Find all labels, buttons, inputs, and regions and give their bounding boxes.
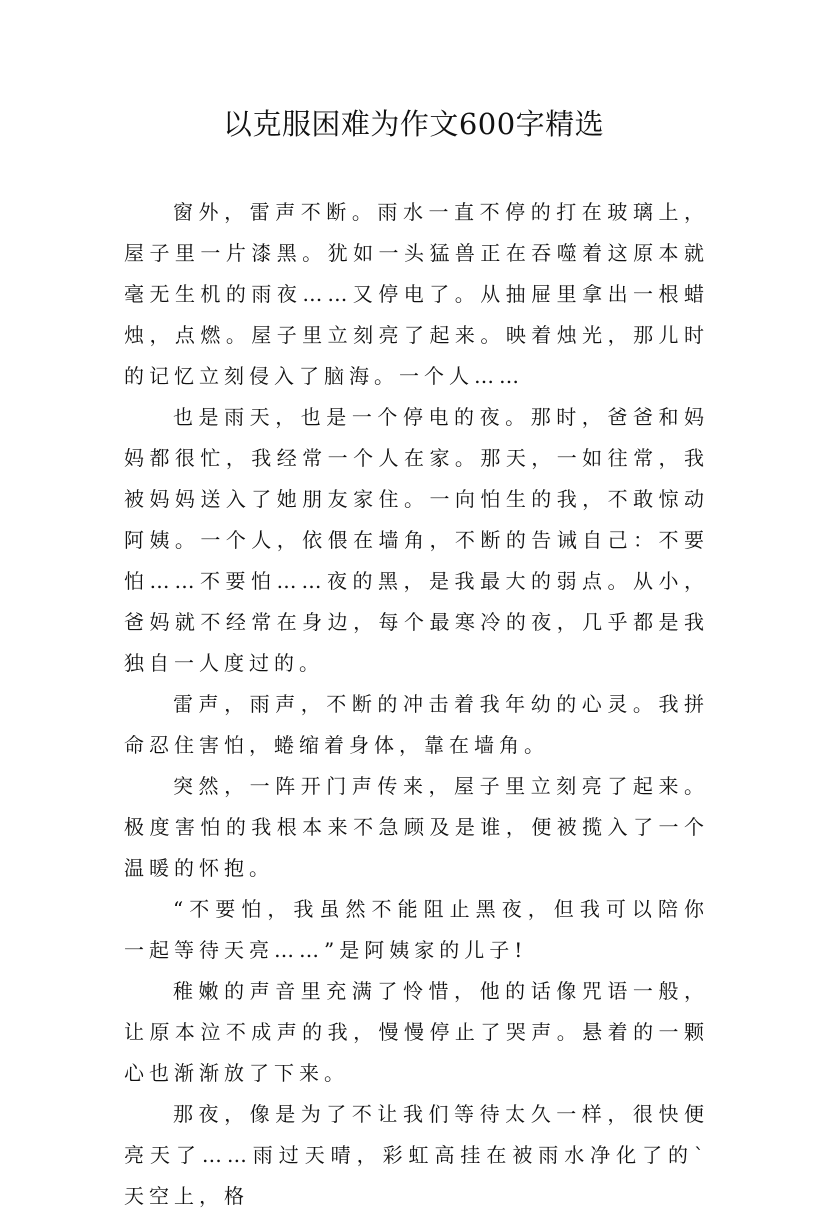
paragraph-2: 也是雨天，也是一个停电的夜。那时，爸爸和妈妈都很忙，我经常一个人在家。那天，一如往常，我被妈妈送入了她朋友家住。一向怕生的我，不敢惊动阿姨。一个人，依偎在墙角，不断的告诫自己：不要怕……不要怕……夜的黑，是我最大的弱点。从小，爸妈就不经常在身边，每个最寒冷的夜，几乎都是我独自一人度过的。: [124, 405, 709, 675]
paragraph-4: 突然，一阵开门声传来，屋子里立刻亮了起来。极度害怕的我根本来不急顾及是谁，便被揽入了一个温暖的怀抱。: [124, 774, 709, 880]
paragraph-1: 窗外，雷声不断。雨水一直不停的打在玻璃上，屋子里一片漆黑。犹如一头猛兽正在吞噬着这原本就毫无生机的雨夜……又停电了。从抽屉里拿出一根蜡烛，点燃。屋子里立刻亮了起来。映着烛光，那儿时的记忆立刻侵入了脑海。一个人……: [124, 200, 709, 388]
paragraph-7: 那夜，像是为了不让我们等待太久一样，很快便亮天了……雨过天晴，彩虹高挂在被雨水净化了的`天空上，格: [124, 1102, 709, 1208]
document-body: [124, 192, 709, 1217]
paragraph-6: 稚嫩的声音里充满了怜惜，他的话像咒语一般，让原本泣不成声的我，慢慢停止了哭声。悬着的一颗心也渐渐放了下来。: [124, 979, 709, 1085]
paragraph-3: 雷声，雨声，不断的冲击着我年幼的心灵。我拼命忍住害怕，蜷缩着身体，靠在墙角。: [124, 692, 709, 757]
document-title: 以克服困难为作文600字精选: [222, 107, 605, 141]
paragraph-5: “不要怕，我虽然不能阻止黑夜，但我可以陪你一起等待天亮……”是阿姨家的儿子!: [124, 897, 709, 962]
